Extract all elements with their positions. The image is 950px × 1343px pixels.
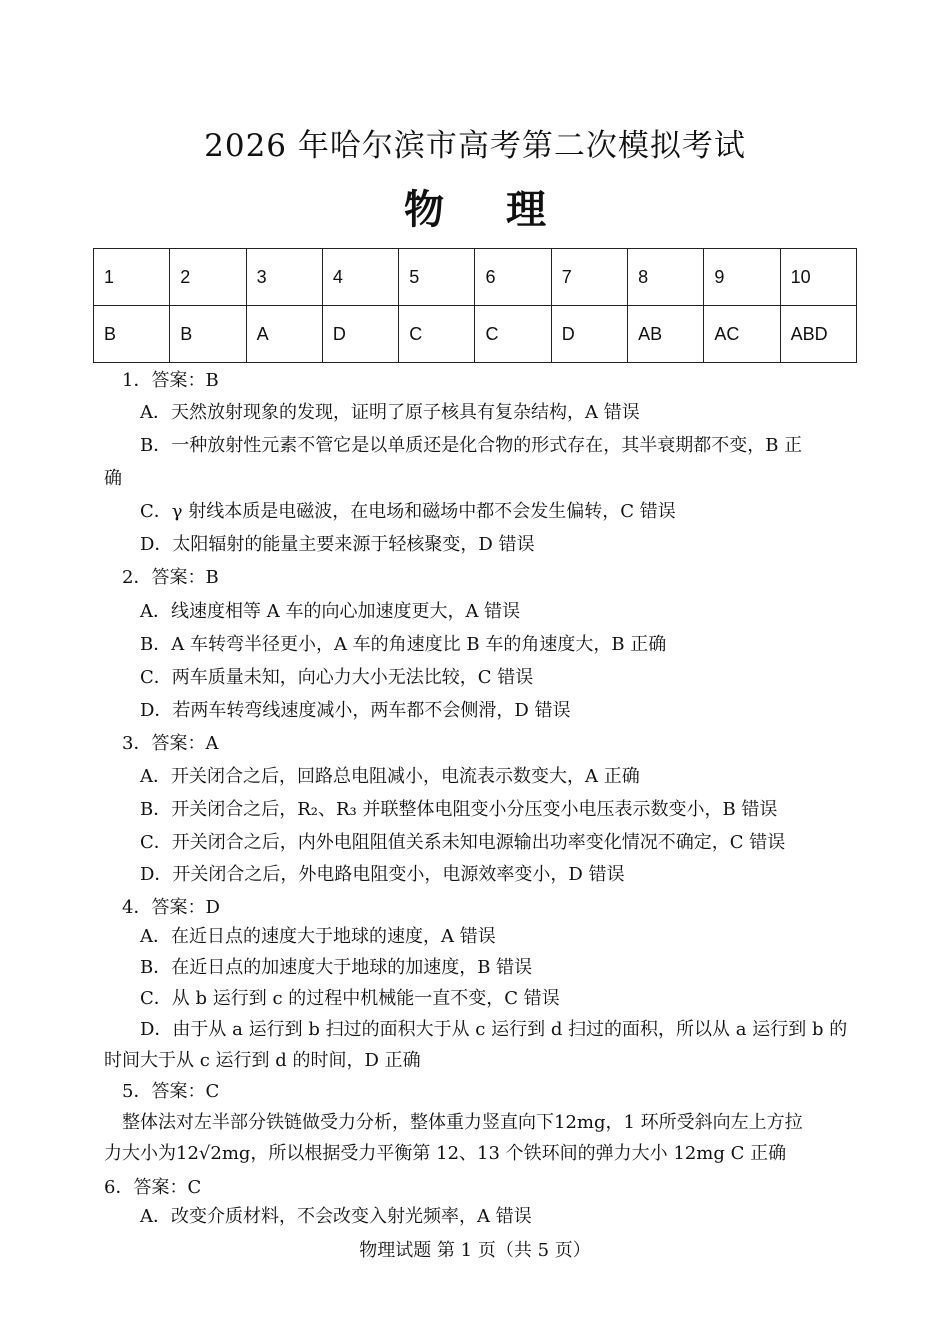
question-number-cell: 5: [399, 249, 475, 306]
answer-cell: C: [475, 306, 551, 363]
question-number-cell: 10: [780, 249, 856, 306]
option-explanation: C．开关闭合之后，内外电阻阻值关系未知电源输出功率变化情况不确定，C 错误: [140, 832, 786, 853]
option-explanation: B．开关闭合之后，R₂、R₃ 并联整体电阻变小分压变小电压表示数变小，B 错误: [140, 799, 778, 820]
subject-title: 物 理: [404, 186, 570, 233]
answer-heading: 2．答案：B: [122, 567, 219, 588]
option-explanation: A．线速度相等 A 车的向心加速度更大，A 错误: [140, 601, 521, 622]
exam-title: 2026 年哈尔滨市高考第二次模拟考试: [204, 128, 746, 164]
page-footer: 物理试题 第 1 页（共 5 页）: [359, 1240, 591, 1261]
answer-cell: D: [551, 306, 627, 363]
question-number-cell: 4: [322, 249, 398, 306]
option-explanation: A．开关闭合之后，回路总电阻减小，电流表示数变大，A 正确: [140, 766, 640, 787]
question-number-cell: 7: [551, 249, 627, 306]
question-number-cell: 2: [170, 249, 246, 306]
option-explanation: B．一种放射性元素不管它是以单质还是化合物的形式存在，其半衰期都不变，B 正: [140, 435, 803, 456]
question-number-cell: 3: [246, 249, 322, 306]
option-explanation-continuation: 确: [104, 468, 122, 489]
option-explanation: D．太阳辐射的能量主要来源于轻核聚变，D 错误: [140, 534, 535, 555]
answer-cell: C: [399, 306, 475, 363]
question-number-cell: 6: [475, 249, 551, 306]
answer-heading: 1．答案：B: [122, 370, 219, 391]
option-explanation: C．从 b 运行到 c 的过程中机械能一直不变，C 错误: [140, 988, 560, 1009]
option-explanation: D．由于从 a 运行到 b 扫过的面积大于从 c 运行到 d 扫过的面积，所以从 a 运行到 b 的: [140, 1019, 848, 1040]
answer-heading: 4．答案：D: [122, 897, 220, 918]
solution-paragraph: 整体法对左半部分铁链做受力分析，整体重力竖直向下12mg，1 环所受斜向左上方拉: [122, 1112, 803, 1133]
answer-cell: D: [322, 306, 398, 363]
option-explanation: C．两车质量未知，向心力大小无法比较，C 错误: [140, 667, 534, 688]
answer-cell: AC: [704, 306, 780, 363]
option-explanation: D．开关闭合之后，外电路电阻变小，电源效率变小，D 错误: [140, 864, 625, 885]
answer-key-table: [93, 248, 857, 363]
question-number-cell: 1: [94, 249, 170, 306]
answer-cell: A: [246, 306, 322, 363]
answer-cell: AB: [628, 306, 704, 363]
answer-cell: B: [170, 306, 246, 363]
answer-heading: 6．答案：C: [104, 1177, 202, 1198]
option-explanation: D．若两车转弯线速度减小，两车都不会侧滑，D 错误: [140, 700, 571, 721]
question-number-cell: 8: [628, 249, 704, 306]
option-explanation: A．天然放射现象的发现，证明了原子核具有复杂结构，A 错误: [140, 402, 640, 423]
question-number-cell: 9: [704, 249, 780, 306]
option-explanation: C．γ 射线本质是电磁波，在电场和磁场中都不会发生偏转，C 错误: [140, 501, 676, 522]
option-explanation: B．在近日点的加速度大于地球的加速度，B 错误: [140, 957, 533, 978]
answer-heading: 5．答案：C: [122, 1081, 220, 1102]
answer-heading: 3．答案：A: [122, 733, 219, 754]
option-explanation: A．改变介质材料，不会改变入射光频率，A 错误: [140, 1206, 532, 1227]
option-explanation: B．A 车转弯半径更小，A 车的角速度比 B 车的角速度大，B 正确: [140, 634, 667, 655]
answer-cell: ABD: [780, 306, 856, 363]
answer-cell: B: [94, 306, 170, 363]
answer-table-number-row: [94, 249, 857, 306]
option-explanation-continuation: 时间大于从 c 运行到 d 的时间，D 正确: [104, 1050, 421, 1071]
solution-paragraph-continuation: 力大小为12√2mg，所以根据受力平衡第 12、13 个铁环间的弹力大小 12mg C 正确: [104, 1143, 787, 1164]
option-explanation: A．在近日点的速度大于地球的速度，A 错误: [140, 926, 496, 947]
answer-table-answer-row: [94, 306, 857, 363]
